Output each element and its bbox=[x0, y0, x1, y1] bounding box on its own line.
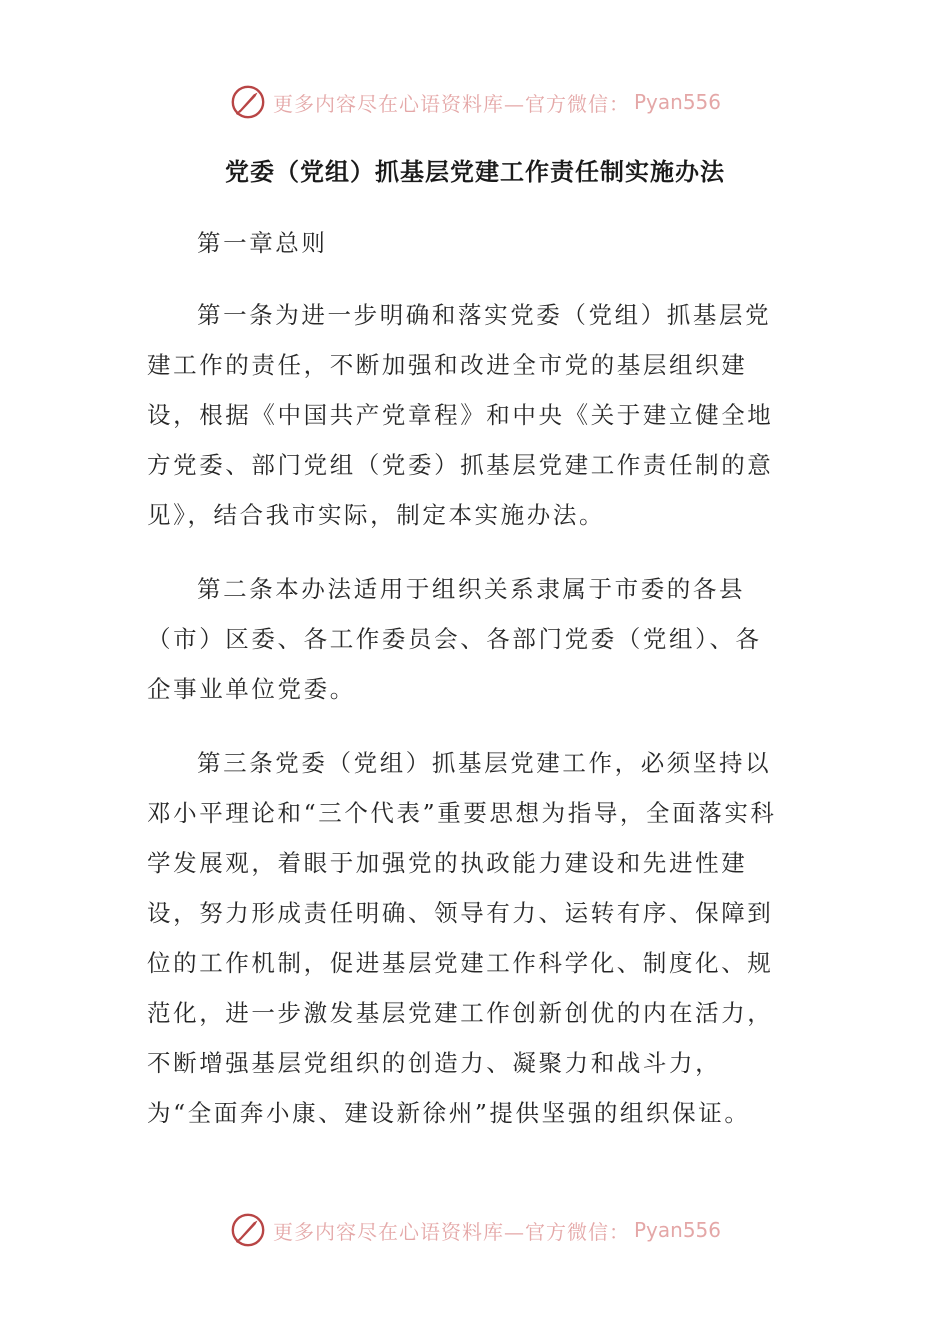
watermark-text: 更多内容尽在心语资料库—官方微信： bbox=[272, 91, 630, 116]
article-3-paragraph: 第三条党委（党组）抓基层党建工作，必须坚持以邓小平理论和“三个代表”重要思想为指导，全面落实科学发展观，着眼于加强党的执政能力建设和先进性建设，努力形成责任明确、领导有力、运转有序、保障到位的工作机制，促进基层党建工作科学化、制度化、规范化，进一步激发基层党建工作创新创优的内在活力，不断增强基层党组织的创造力、凝聚力和战斗力，为“全面奔小康、建设新徐州”提供坚强的组织保证。 bbox=[147, 749, 777, 1127]
watermark-text: 更多内容尽在心语资料库—官方微信： bbox=[272, 1219, 630, 1244]
article-1-paragraph: 第一条为进一步明确和落实党委（党组）抓基层党建工作的责任，不断加强和改进全市党的基层组织建设，根据《中国共产党章程》和中央《关于建立健全地方党委、部门党组（党委）抓基层党建工作责任制的意见》，结合我市实际，制定本实施办法。 bbox=[147, 301, 774, 529]
article-2-paragraph: 第二条本办法适用于组织关系隶属于市委的各县（市）区委、各工作委员会、各部门党委（党组）、各企事业单位党委。 bbox=[147, 575, 762, 703]
watermark-wechat-id: Pyan556 bbox=[633, 90, 721, 114]
quill-pen-logo-icon bbox=[229, 1211, 267, 1249]
document-body bbox=[147, 218, 787, 1162]
quill-pen-logo-icon bbox=[229, 83, 267, 121]
chapter-heading: 第一章总则 bbox=[197, 229, 328, 257]
document-title: 党委（党组）抓基层党建工作责任制实施办法 bbox=[225, 158, 725, 186]
watermark-wechat-id: Pyan556 bbox=[633, 1218, 721, 1242]
footer-watermark bbox=[0, 1208, 950, 1252]
header-watermark bbox=[0, 80, 950, 124]
